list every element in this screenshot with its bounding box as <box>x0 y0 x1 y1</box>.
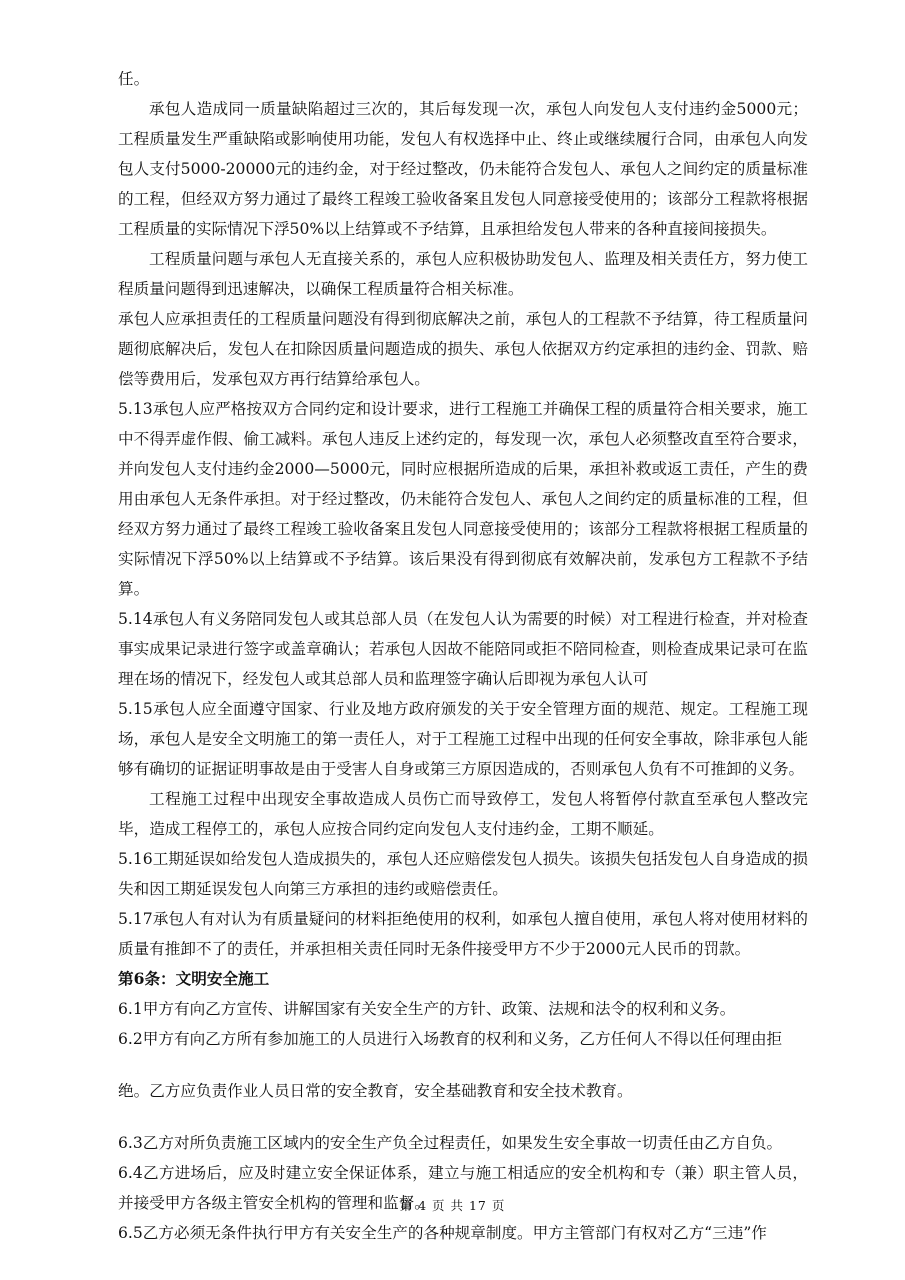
clause-6-2-continued: 绝。乙方应负责作业人员日常的安全教育，安全基础教育和安全技术教育。 <box>118 1082 633 1100</box>
clause-5-16: 5.16工期延误如给发包人造成损失的，承包人还应赔偿发包人损失。该损失包括发包人自身造成的损失和因工期延误发包人向第三方承担的违约或赔偿责任。 <box>118 850 808 898</box>
document-body <box>118 64 808 1248</box>
page-number-footer: 第 4 页 共 17 页 <box>399 1198 506 1213</box>
clause-5-15: 5.15承包人应全面遵守国家、行业及地方政府颁发的关于安全管理方面的规范、规定。工程施工现场，承包人是安全文明施工的第一责任人，对于工程施工过程中出现的任何安全事故，除非承包人能够有确切的证据证明事故是由于受害人自身或第三方原因造成的，否则承包人负有不可推卸的义务。 <box>118 700 808 778</box>
paragraph-quality-defect-penalty: 承包人造成同一质量缺陷超过三次的，其后每发现一次，承包人向发包人支付违约金5000元；工程质量发生严重缺陷或影响使用功能，发包人有权选择中止、终止或继续履行合同，由承包人向发包人支付5000-20000元的违约金，对于经过整改，仍未能符合发包人、承包人之间约定的质量标准的工程，但经双方努力通过了最终工程竣工验收备案且发包人同意接受使用的；该部分工程款将根据工程质量的实际情况下浮50%以上结算或不予结算，且承担给发包人带来的各种直接间接损失。 <box>118 100 808 238</box>
clause-6-3: 6.3乙方对所负责施工区域内的安全生产负全过程责任，如果发生安全事故一切责任由乙方自负。 <box>118 1134 783 1152</box>
paragraph-safety-accident-stoppage: 工程施工过程中出现安全事故造成人员伤亡而导致停工，发包人将暂停付款直至承包人整改完毕，造成工程停工的，承包人应按合同约定向发包人支付违约金，工期不顺延。 <box>118 790 808 838</box>
clause-5-13: 5.13承包人应严格按双方合同约定和设计要求，进行工程施工并确保工程的质量符合相关要求，施工中不得弄虚作假、偷工减料。承包人违反上述约定的，每发现一次，承包人必须整改直至符合要求，并向发包人支付违约金2000—5000元，同时应根据所造成的后果，承担补救或返工责任，产生的费用由承包人无条件承担。对于经过整改，仍未能符合发包人、承包人之间约定的质量标准的工程，但经双方努力通过了最终工程竣工验收备案且发包人同意接受使用的；该部分工程款将根据工程质量的实际情况下浮50%以上结算或不予结算。该后果没有得到彻底有效解决前，发承包方工程款不予结算。 <box>118 400 808 598</box>
section-heading-article-6: 第6条：文明安全施工 <box>118 969 270 988</box>
paragraph-quality-issue-cooperation: 工程质量问题与承包人无直接关系的，承包人应积极协助发包人、监理及相关责任方，努力使工程质量问题得到迅速解决，以确保工程质量符合相关标准。 <box>118 250 808 298</box>
clause-6-5: 6.5乙方必须无条件执行甲方有关安全生产的各种规章制度。甲方主管部门有权对乙方“三违”作 <box>118 1224 767 1242</box>
clause-5-17: 5.17承包人有对认为有质量疑问的材料拒绝使用的权利，如承包人擅自使用，承包人将对使用材料的质量有推卸不了的责任，并承担相关责任同时无条件接受甲方不少于2000元人民币的罚款。 <box>118 910 808 958</box>
paragraph-settlement-after-resolution: 承包人应承担责任的工程质量问题没有得到彻底解决之前，承包人的工程款不予结算，待工程质量问题彻底解决后，发包人在扣除因质量问题造成的损失、承包人依据双方约定承担的违约金、罚款、赔偿等费用后，发承包双方再行结算给承包人。 <box>118 310 808 388</box>
clause-6-1: 6.1甲方有向乙方宣传、讲解国家有关安全生产的方针、政策、法规和法令的权利和义务。 <box>118 1000 736 1018</box>
clause-5-14: 5.14承包人有义务陪同发包人或其总部人员（在发包人认为需要的时候）对工程进行检查，并对检查事实成果记录进行签字或盖章确认；若承包人因故不能陪同或拒不陪同检查，则检查成果记录可在监理在场的情况下，经发包人或其总部人员和监理签字确认后即视为承包人认可 <box>118 610 808 688</box>
clause-6-4: 6.4乙方进场后，应及时建立安全保证体系，建立与施工相适应的安全机构和专（兼）职主管人员，并接受甲方各级主管安全机构的管理和监督。 <box>118 1164 808 1212</box>
clause-6-2: 6.2甲方有向乙方所有参加施工的人员进行入场教育的权利和义务，乙方任何人不得以任何理由拒 <box>118 1030 783 1048</box>
paragraph-continuation: 任。 <box>118 70 150 88</box>
